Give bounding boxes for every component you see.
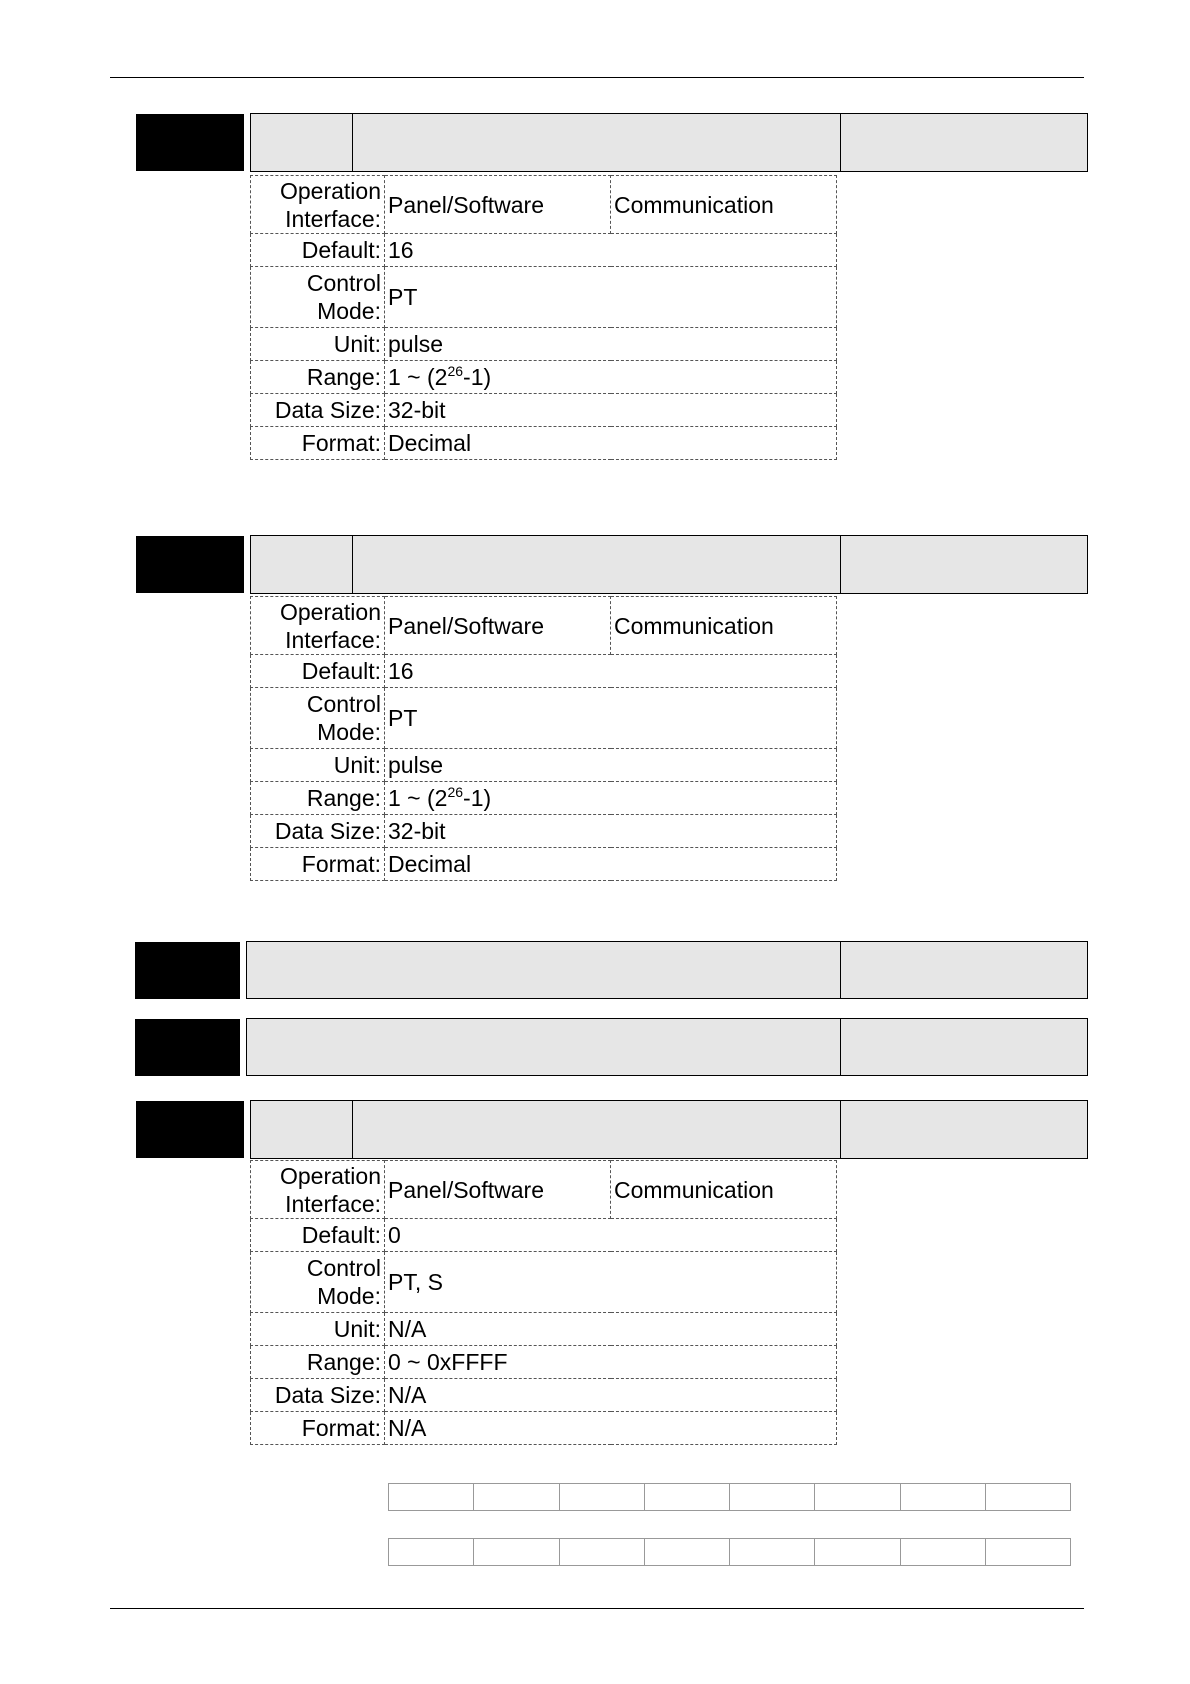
default-value: 16	[385, 234, 837, 267]
range-value: 1 ~ $(2^{26}-1)$	[385, 361, 837, 394]
bit-cell	[389, 1484, 474, 1510]
control-mode-label: Control Mode:	[251, 1252, 385, 1313]
param-3-code-tag	[135, 942, 240, 999]
param-5-code-tag	[136, 1101, 244, 1158]
bit-cell	[986, 1484, 1070, 1510]
param-2-code-tag	[136, 536, 244, 593]
operation-interface-label: Operation Interface:	[251, 176, 385, 234]
param-2-header	[250, 535, 1088, 594]
param-4-code-tag	[135, 1019, 240, 1076]
bit-cell	[986, 1539, 1070, 1565]
data-size-label: Data Size:	[251, 394, 385, 427]
control-mode-value: PT	[385, 688, 837, 749]
format-value: N/A	[385, 1412, 837, 1445]
param-5-table	[250, 1160, 837, 1445]
default-label: Default:	[251, 234, 385, 267]
unit-value: pulse	[385, 328, 837, 361]
default-value: 16	[385, 655, 837, 688]
range-label: Range:	[251, 782, 385, 815]
bit-cell	[645, 1539, 730, 1565]
unit-value: pulse	[385, 749, 837, 782]
bit-cell	[474, 1484, 559, 1510]
format-value: Decimal	[385, 848, 837, 881]
default-label: Default:	[251, 1219, 385, 1252]
range-label: Range:	[251, 361, 385, 394]
operation-interface-comm: Communication	[611, 597, 837, 655]
param-5-header	[250, 1100, 1088, 1159]
data-size-label: Data Size:	[251, 1379, 385, 1412]
operation-interface-panel: Panel/Software	[385, 1161, 611, 1219]
range-value: 1 ~ $(2^{26}-1)$	[385, 782, 837, 815]
format-label: Format:	[251, 848, 385, 881]
control-mode-label: Control Mode:	[251, 267, 385, 328]
bit-cell	[901, 1539, 986, 1565]
format-label: Format:	[251, 427, 385, 460]
param-1-code-tag	[136, 114, 244, 171]
bottom-rule	[110, 1608, 1084, 1609]
bit-cell	[815, 1484, 900, 1510]
format-value: Decimal	[385, 427, 837, 460]
param-1-table	[250, 175, 837, 460]
bit-grid-upper	[388, 1483, 1071, 1511]
default-value: 0	[385, 1219, 837, 1252]
operation-interface-panel: Panel/Software	[385, 176, 611, 234]
param-1-header	[250, 113, 1088, 172]
bit-cell	[645, 1484, 730, 1510]
bit-cell	[730, 1539, 815, 1565]
bit-cell	[474, 1539, 559, 1565]
data-size-label: Data Size:	[251, 815, 385, 848]
unit-label: Unit:	[251, 749, 385, 782]
operation-interface-panel: Panel/Software	[385, 597, 611, 655]
top-rule	[110, 77, 1084, 78]
range-value: 0 ~ 0xFFFF	[385, 1346, 837, 1379]
bit-cell	[730, 1484, 815, 1510]
operation-interface-comm: Communication	[611, 176, 837, 234]
format-label: Format:	[251, 1412, 385, 1445]
data-size-value: 32-bit	[385, 815, 837, 848]
param-3-header	[246, 941, 1088, 999]
control-mode-value: PT, S	[385, 1252, 837, 1313]
param-4-header	[246, 1018, 1088, 1076]
control-mode-label: Control Mode:	[251, 688, 385, 749]
bit-cell	[560, 1484, 645, 1510]
data-size-value: 32-bit	[385, 394, 837, 427]
default-label: Default:	[251, 655, 385, 688]
operation-interface-comm: Communication	[611, 1161, 837, 1219]
param-2-table	[250, 596, 837, 881]
unit-label: Unit:	[251, 1313, 385, 1346]
operation-interface-label: Operation Interface:	[251, 1161, 385, 1219]
bit-cell	[815, 1539, 900, 1565]
bit-grid-lower	[388, 1538, 1071, 1566]
operation-interface-label: Operation Interface:	[251, 597, 385, 655]
unit-label: Unit:	[251, 328, 385, 361]
bit-cell	[389, 1539, 474, 1565]
bit-cell	[901, 1484, 986, 1510]
control-mode-value: PT	[385, 267, 837, 328]
data-size-value: N/A	[385, 1379, 837, 1412]
range-label: Range:	[251, 1346, 385, 1379]
unit-value: N/A	[385, 1313, 837, 1346]
bit-cell	[560, 1539, 645, 1565]
